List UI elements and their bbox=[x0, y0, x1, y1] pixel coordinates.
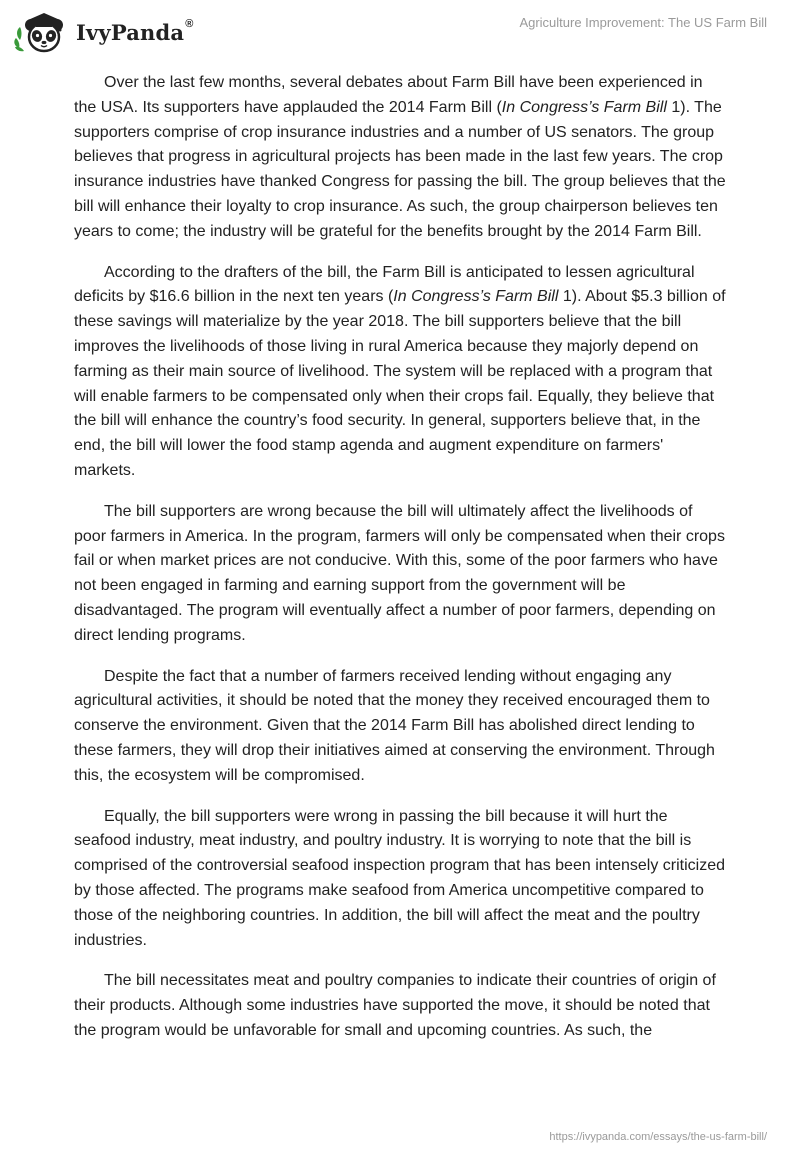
paragraph-1: Over the last few months, several debates about Farm Bill have been experienced in the USA. Its supporters have applauded the 2014 Farm Bill (In Congress’s Farm Bill 1). The supporters comprise of crop insurance industries and a number of US senators. The group believes that progress in agricultural projects has been made in the last few years. The crop insurance industries have thanked Congress for passing the bill. The group believes that the bill will enhance their loyalty to crop insurance. As such, the group chairperson believes ten years to come; the industry will be grateful for the benefits brought by the 2014 Farm Bill. bbox=[74, 74, 726, 240]
page-header bbox=[0, 0, 800, 64]
paragraph-4: Despite the fact that a number of farmers received lending without engaging any agricultural activities, it should be noted that the money they received encouraged them to conserve the environment. Given that the 2014 Farm Bill has abolished direct lending to these farmers, they will drop their initiatives aimed at conserving the environment. Through this, the ecosystem will be compromised. bbox=[74, 667, 715, 784]
panda-graduation-cap-logo-icon bbox=[14, 10, 74, 54]
citation-title: In Congress’s Farm Bill bbox=[501, 98, 667, 116]
paragraph-6: The bill necessitates meat and poultry companies to indicate their countries of origin of their products. Although some industries have supported the move, it should be noted that the program would be unfavorable for small and upcoming countries. As such, the bbox=[74, 972, 716, 1039]
brand-name: IvyPanda® bbox=[76, 17, 194, 45]
paragraph-3: The bill supporters are wrong because the bill will ultimately affect the livelihoods of poor farmers in America. In the program, farmers will only be compensated when their crops fail or when market prices are not conducive. With this, some of the poor farmers who have not been engaged in farming and earning support from the government will be disadvantaged. The program will eventually affect a number of poor farmers, depending on direct lending programs. bbox=[74, 502, 725, 644]
registered-mark: ® bbox=[185, 17, 194, 30]
document-title: Agriculture Improvement: The US Farm Bill bbox=[519, 15, 767, 30]
ivypanda-logo[interactable] bbox=[14, 10, 194, 54]
paragraph-2: According to the drafters of the bill, the Farm Bill is anticipated to lessen agricultural deficits by $16.6 billion in the next ten years (In Congress’s Farm Bill 1). About $5.3 billion of these savings will materialize by the year 2018. The bill supporters believe that the bill improves the livelihoods of those living in rural America because they majorly depend on farming as their main source of livelihood. The system will be replaced with a program that will enable farmers to be compensated only when their crops fail. Equally, they believe that the bill will enhance the country’s food security. In general, supporters believe that, in the end, the bill will lower the food stamp agenda and augment expenditure on farmers' markets. bbox=[74, 263, 726, 479]
essay-body bbox=[74, 71, 728, 1060]
paragraph-5: Equally, the bill supporters were wrong in passing the bill because it will hurt the seafood industry, meat industry, and poultry industry. It is worrying to note that the bill is comprised of the controversial seafood inspection program that has been intensely criticized by those affected. The programs make seafood from America uncompetitive compared to those of the neighboring countries. In addition, the bill will affect the meat and the poultry industries. bbox=[74, 807, 726, 949]
source-url[interactable]: https://ivypanda.com/essays/the-us-farm-bill/ bbox=[549, 1131, 767, 1143]
citation-title: In Congress’s Farm Bill bbox=[393, 288, 559, 306]
